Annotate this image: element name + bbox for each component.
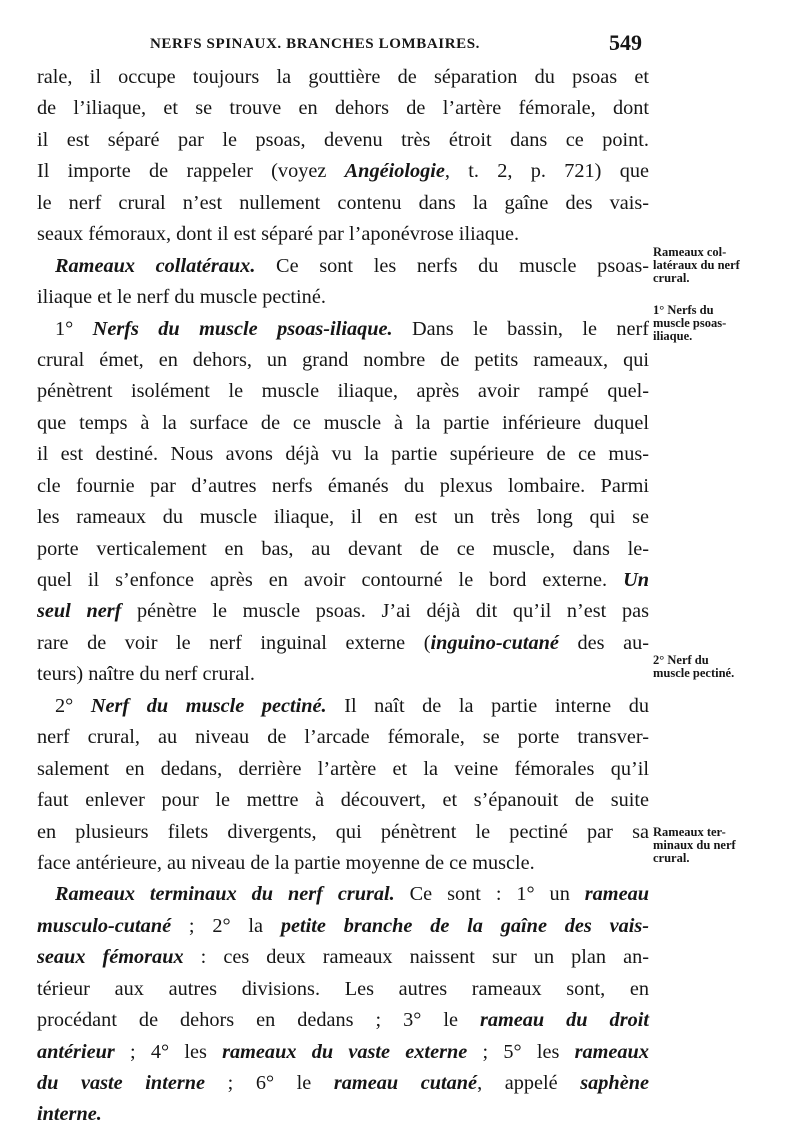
text-line bbox=[37, 345, 649, 376]
margin-note-line: latéraux du nerf bbox=[653, 258, 740, 272]
text-line bbox=[37, 502, 649, 533]
margin-note-nerfs-psoas-iliaque bbox=[653, 304, 771, 343]
text-run: de l’iliaque, et se trouve en dehors de l’artère fémorale, dont bbox=[37, 97, 649, 120]
text-line bbox=[37, 471, 649, 502]
text-run: nerf crural, au niveau de l’arcade fémorale, se porte transver- bbox=[37, 726, 649, 749]
margin-note-line: muscle pectiné. bbox=[653, 666, 735, 680]
body-text bbox=[37, 62, 649, 1131]
italic-run: rameaux bbox=[574, 1040, 649, 1063]
text-run: térieur aux autres divisions. Les autres rameaux sont, en bbox=[37, 977, 649, 1000]
italic-run: inguino-cutané bbox=[430, 631, 559, 654]
text-run: cle fournie par d’autres nerfs émanés du plexus lombaire. Parmi bbox=[37, 474, 649, 497]
italic-run: interne. bbox=[37, 1103, 102, 1126]
text-run: Il importe de rappeler (voyez bbox=[37, 160, 345, 183]
text-line bbox=[37, 314, 649, 345]
margin-note-nerf-pectine bbox=[653, 654, 771, 680]
italic-run: rameau bbox=[584, 883, 649, 906]
text-run: faut enlever pour le mettre à découvert, et s’épanouit de suite bbox=[37, 789, 649, 812]
text-run: en plusieurs filets divergents, qui pénètrent le pectiné par sa bbox=[37, 820, 649, 843]
text-run: Ce sont les nerfs du muscle psoas- bbox=[255, 254, 649, 277]
margin-note-line: crural. bbox=[653, 271, 690, 285]
text-line bbox=[37, 911, 649, 942]
text-run: face antérieure, au niveau de la partie moyenne de ce muscle. bbox=[37, 851, 535, 874]
running-title: NERFS SPINAUX. BRANCHES LOMBAIRES. bbox=[150, 36, 481, 52]
text-run: 2° bbox=[55, 694, 91, 717]
text-line bbox=[37, 942, 649, 973]
italic-run: Rameaux terminaux du nerf crural. bbox=[55, 883, 395, 906]
running-header bbox=[150, 30, 650, 58]
margin-note-line: muscle psoas- bbox=[653, 316, 727, 330]
text-run: ; 4° les bbox=[114, 1040, 223, 1063]
text-line bbox=[37, 879, 649, 910]
text-line bbox=[37, 785, 649, 816]
italic-run: Nerf du muscle pectiné. bbox=[90, 694, 327, 717]
text-line bbox=[37, 156, 649, 187]
text-run: teurs) naître du nerf crural. bbox=[37, 663, 255, 686]
text-run: il est destiné. Nous avons déjà vu la partie supérieure de ce mus- bbox=[37, 443, 649, 466]
italic-run: seul nerf bbox=[37, 600, 122, 623]
margin-note-rameaux-collateraux bbox=[653, 246, 771, 285]
italic-run: du vaste interne bbox=[37, 1072, 205, 1094]
italic-run: Rameaux collatéraux. bbox=[55, 254, 256, 277]
text-line bbox=[37, 628, 649, 659]
italic-run: rameaux du vaste externe bbox=[222, 1040, 468, 1063]
italic-run: Angéiologie bbox=[344, 160, 445, 183]
text-line bbox=[37, 534, 649, 565]
text-run: le nerf crural n’est nullement contenu dans la gaîne des vais- bbox=[37, 191, 649, 214]
text-line bbox=[37, 439, 649, 470]
text-line bbox=[37, 754, 649, 785]
text-run: , t. 2, p. 721) que bbox=[444, 160, 649, 183]
margin-note-line: 2° Nerf du bbox=[653, 653, 709, 667]
italic-run: antérieur bbox=[37, 1040, 115, 1063]
italic-run: rameau du droit bbox=[479, 1009, 649, 1032]
margin-note-line: 1° Nerfs du bbox=[653, 303, 714, 317]
text-run: quel il s’enfonce après en avoir contourné le bord externe. bbox=[37, 569, 624, 591]
text-line bbox=[37, 722, 649, 753]
text-run: rare de voir le nerf inguinal externe ( bbox=[37, 631, 431, 654]
text-line bbox=[37, 691, 649, 722]
text-run: Dans le bassin, le nerf bbox=[392, 317, 650, 340]
text-line bbox=[37, 282, 649, 313]
text-run: les rameaux du muscle iliaque, il en est un très long qui se bbox=[37, 506, 649, 529]
text-run: il est séparé par le psoas, devenu très étroit dans ce point. bbox=[37, 128, 649, 151]
text-run: salement en dedans, derrière l’artère et la veine fémorales qu’il bbox=[37, 757, 649, 780]
text-run: porte verticalement en bas, au devant de ce muscle, dans le- bbox=[37, 537, 649, 560]
text-run: iliaque et le nerf du muscle pectiné. bbox=[37, 286, 326, 309]
text-line bbox=[37, 848, 649, 879]
text-run: : ces deux rameaux naissent sur un plan an- bbox=[183, 946, 649, 969]
text-run: que temps à la surface de ce muscle à la partie inférieure duquel bbox=[37, 411, 649, 434]
text-run: Ce sont : 1° un bbox=[394, 883, 585, 906]
text-run: 1° bbox=[55, 317, 93, 340]
italic-run: rameau cutané bbox=[333, 1072, 478, 1094]
text-line bbox=[37, 1068, 649, 1099]
text-run: seaux fémoraux, dont il est séparé par l’aponévrose iliaque. bbox=[37, 223, 520, 246]
margin-note-line: Rameaux col- bbox=[653, 245, 727, 259]
text-run: crural émet, en dehors, un grand nombre de petits rameaux, qui bbox=[37, 348, 649, 371]
text-line bbox=[37, 188, 649, 219]
text-line bbox=[37, 251, 649, 282]
text-line bbox=[37, 62, 649, 93]
italic-run: petite branche de la gaîne des vais- bbox=[280, 914, 650, 937]
text-line bbox=[37, 1037, 649, 1068]
text-run: , appelé bbox=[477, 1072, 581, 1094]
margin-note-line: iliaque. bbox=[653, 329, 693, 343]
text-run: pénètre le muscle psoas. J’ai déjà dit qu’il n’est pas bbox=[121, 600, 649, 623]
margin-note-rameaux-terminaux bbox=[653, 826, 771, 865]
text-run: procédant de dehors en dedans ; 3° le bbox=[37, 1009, 480, 1032]
text-line bbox=[37, 974, 649, 1005]
text-line bbox=[37, 1005, 649, 1036]
italic-run: seaux fémoraux bbox=[37, 946, 184, 969]
text-line bbox=[37, 125, 649, 156]
margin-note-line: Rameaux ter- bbox=[653, 825, 726, 839]
italic-run: Un bbox=[623, 569, 649, 591]
text-run: pénètrent isolément le muscle iliaque, après avoir rampé quel- bbox=[37, 380, 649, 403]
text-run: rale, il occupe toujours la gouttière de séparation du psoas et bbox=[37, 66, 649, 88]
text-line bbox=[37, 565, 649, 596]
margin-note-line: minaux du nerf bbox=[653, 838, 736, 852]
italic-run: Nerfs du muscle psoas-iliaque. bbox=[92, 317, 393, 340]
text-run: ; 6° le bbox=[205, 1072, 334, 1094]
text-run: Il naît de la partie interne du bbox=[326, 694, 649, 717]
text-line bbox=[37, 659, 649, 690]
text-line bbox=[37, 1099, 649, 1130]
text-line bbox=[37, 596, 649, 627]
page-number: 549 bbox=[609, 30, 642, 55]
italic-run: musculo-cutané bbox=[37, 914, 172, 937]
text-run: des au- bbox=[558, 631, 649, 654]
text-line bbox=[37, 93, 649, 124]
text-line bbox=[37, 219, 649, 250]
text-run: ; 5° les bbox=[467, 1040, 575, 1063]
margin-note-line: crural. bbox=[653, 851, 690, 865]
text-line bbox=[37, 408, 649, 439]
text-line bbox=[37, 376, 649, 407]
italic-run: saphène bbox=[580, 1072, 649, 1094]
text-line bbox=[37, 817, 649, 848]
text-run: ; 2° la bbox=[171, 914, 281, 937]
